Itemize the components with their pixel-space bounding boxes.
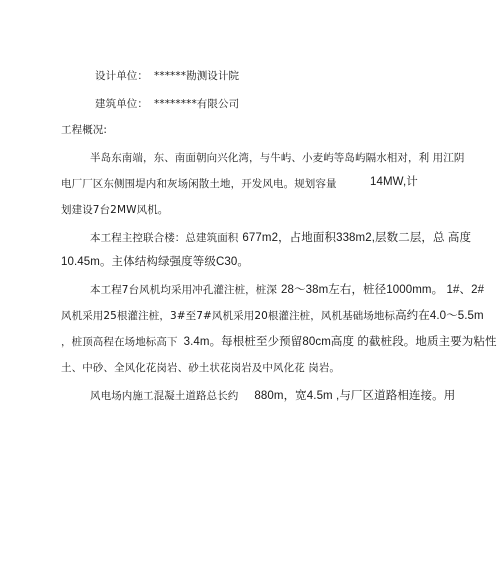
design-unit-row xyxy=(95,69,239,83)
p4-line1 xyxy=(90,389,455,403)
p3-line1-text: 本工程7台风机均采用冲孔灌注桩，桩深 xyxy=(90,284,277,296)
p1-line3: 划建设7台2MW风机。 xyxy=(61,204,169,216)
design-unit-value: ******勘测设计院 xyxy=(154,70,240,82)
p3-line3-depth: 3.4m。每根桩至少预留80cm高度 的截桩段。地质主要为粘性 xyxy=(183,336,497,348)
p3-line1-pile: 28〜38m左右，桩径1000mm。 1#、2# xyxy=(280,284,485,296)
design-unit-label: 设计单位： xyxy=(95,70,148,82)
section-heading: 工程概况: xyxy=(61,124,108,136)
p1-line2-text: 电厂厂区东侧围堤内和灰场闲散土地，开发风电。规划容量 xyxy=(61,178,337,190)
p3-line2-elevation: 高约在4.0〜5.5m xyxy=(395,310,484,322)
p3-line2-text: 风机采用25根灌注桩，3#至7#风机采用20根灌注桩，风机基础场地标 xyxy=(61,310,396,322)
p2-line1-area: 677m2，占地面积338m2,层数二层，总 高度 xyxy=(242,232,472,244)
p3-line3-text: ，桩顶高程在场地标高下 xyxy=(61,336,178,348)
build-unit-value: ********有限公司 xyxy=(154,98,240,110)
p1-line2 xyxy=(61,177,337,191)
p1-line2-capacity: 14MW,计 xyxy=(370,176,418,188)
p3-line2 xyxy=(61,309,484,323)
p3-line3 xyxy=(61,335,497,349)
p1-line1: 半岛东南端，东、南面朝向兴化湾，与牛屿、小麦屿等岛屿隔水相对，利 用江阴 xyxy=(90,152,465,164)
p2-line1-text: 本工程主控联合楼：总建筑面积 xyxy=(90,232,239,244)
p4-line1-road: 880m，宽4.5m ,与厂区道路相连接。用 xyxy=(254,390,456,402)
p2-line1 xyxy=(90,231,471,245)
p2-line2: 10.45m。主体结构绿强度等级C30。 xyxy=(61,256,249,268)
p3-line1 xyxy=(90,283,484,297)
p3-line4: 土、中砂、全风化花岗岩、砂土状花岗岩及中风化花 岗岩。 xyxy=(61,362,341,374)
build-unit-label: 建筑单位： xyxy=(95,98,148,110)
build-unit-row xyxy=(95,97,239,111)
p4-line1-text: 风电场内施工混凝土道路总长约 xyxy=(90,390,239,402)
